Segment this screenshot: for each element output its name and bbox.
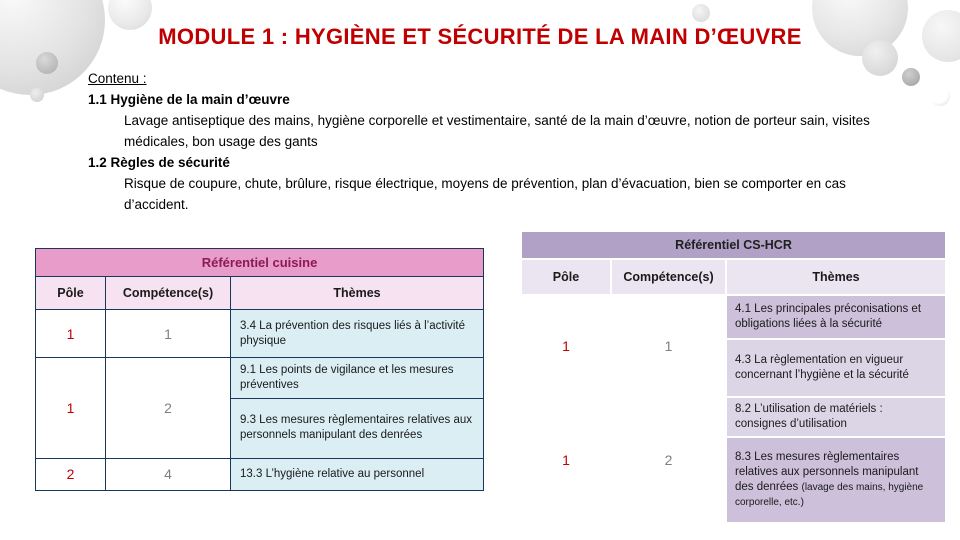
pole-cell: 1 xyxy=(36,310,106,358)
decorative-bubble xyxy=(930,86,950,106)
table-referentiel-cuisine xyxy=(35,248,484,491)
table-title: Référentiel cuisine xyxy=(36,249,484,277)
slide-title: MODULE 1 : HYGIÈNE ET SÉCURITÉ DE LA MAIN D’ŒUVRE xyxy=(158,24,802,49)
decorative-bubble xyxy=(30,88,44,102)
theme-note: (lavage des mains, hygiène corporelle, etc.) xyxy=(735,482,924,508)
pole-cell: 1 xyxy=(521,295,611,397)
theme-cell: 13.3 L’hygiène relative au personnel xyxy=(231,458,484,490)
theme-cell: 9.3 Les mesures règlementaires relatives aux personnels manipulant des denrées xyxy=(231,398,484,458)
table-title-row xyxy=(521,231,946,259)
competence-cell: 4 xyxy=(106,458,231,490)
table-row xyxy=(521,295,946,339)
pole-cell: 2 xyxy=(36,458,106,490)
pole-cell: 1 xyxy=(36,358,106,459)
competence-cell: 1 xyxy=(106,310,231,358)
content-heading: Contenu : xyxy=(88,71,147,86)
section-1-body: Lavage antiseptique des mains, hygiène corporelle et vestimentaire, santé de la main d’œuvre, notion de porteur sain, visites médicales, bon usage des gants xyxy=(124,113,870,149)
table-referentiel-cs-hcr xyxy=(520,230,947,524)
column-header-pole: Pôle xyxy=(36,277,106,310)
competence-cell: 1 xyxy=(611,295,726,397)
table-header-row xyxy=(521,259,946,295)
column-header-themes: Thèmes xyxy=(231,277,484,310)
theme-cell xyxy=(726,437,946,523)
column-header-competence: Compétence(s) xyxy=(611,259,726,295)
decorative-bubble xyxy=(36,52,58,74)
decorative-bubble xyxy=(692,4,710,22)
table-row xyxy=(36,458,484,490)
section-2-title: 1.2 Règles de sécurité xyxy=(88,155,230,170)
competence-cell: 2 xyxy=(611,397,726,523)
theme-text: 8.3 Les mesures règlementaires relatives aux personnels manipulant des denrées xyxy=(735,451,919,493)
theme-cell: 4.3 La règlementation en vigueur concernant l’hygiène et la sécurité xyxy=(726,339,946,397)
section-2-body: Risque de coupure, chute, brûlure, risque électrique, moyens de prévention, plan d’évacuation, bien se comporter en cas d’accident. xyxy=(124,176,846,212)
section-1-title: 1.1 Hygiène de la main d’œuvre xyxy=(88,92,290,107)
theme-cell: 3.4 La prévention des risques liés à l’activité physique xyxy=(231,310,484,358)
theme-cell: 9.1 Les points de vigilance et les mesures préventives xyxy=(231,358,484,399)
table-row xyxy=(36,358,484,399)
table-row xyxy=(36,310,484,358)
theme-cell: 8.2 L’utilisation de matériels : consignes d’utilisation xyxy=(726,397,946,437)
competence-cell: 2 xyxy=(106,358,231,459)
column-header-pole: Pôle xyxy=(521,259,611,295)
column-header-competence: Compétence(s) xyxy=(106,277,231,310)
table-row xyxy=(521,397,946,437)
theme-cell: 4.1 Les principales préconisations et obligations liées à la sécurité xyxy=(726,295,946,339)
pole-cell: 1 xyxy=(521,397,611,523)
table-title: Référentiel CS-HCR xyxy=(521,231,946,259)
column-header-themes: Thèmes xyxy=(726,259,946,295)
table-header-row xyxy=(36,277,484,310)
decorative-bubble xyxy=(902,68,920,86)
content-block xyxy=(88,68,888,215)
table-title-row xyxy=(36,249,484,277)
